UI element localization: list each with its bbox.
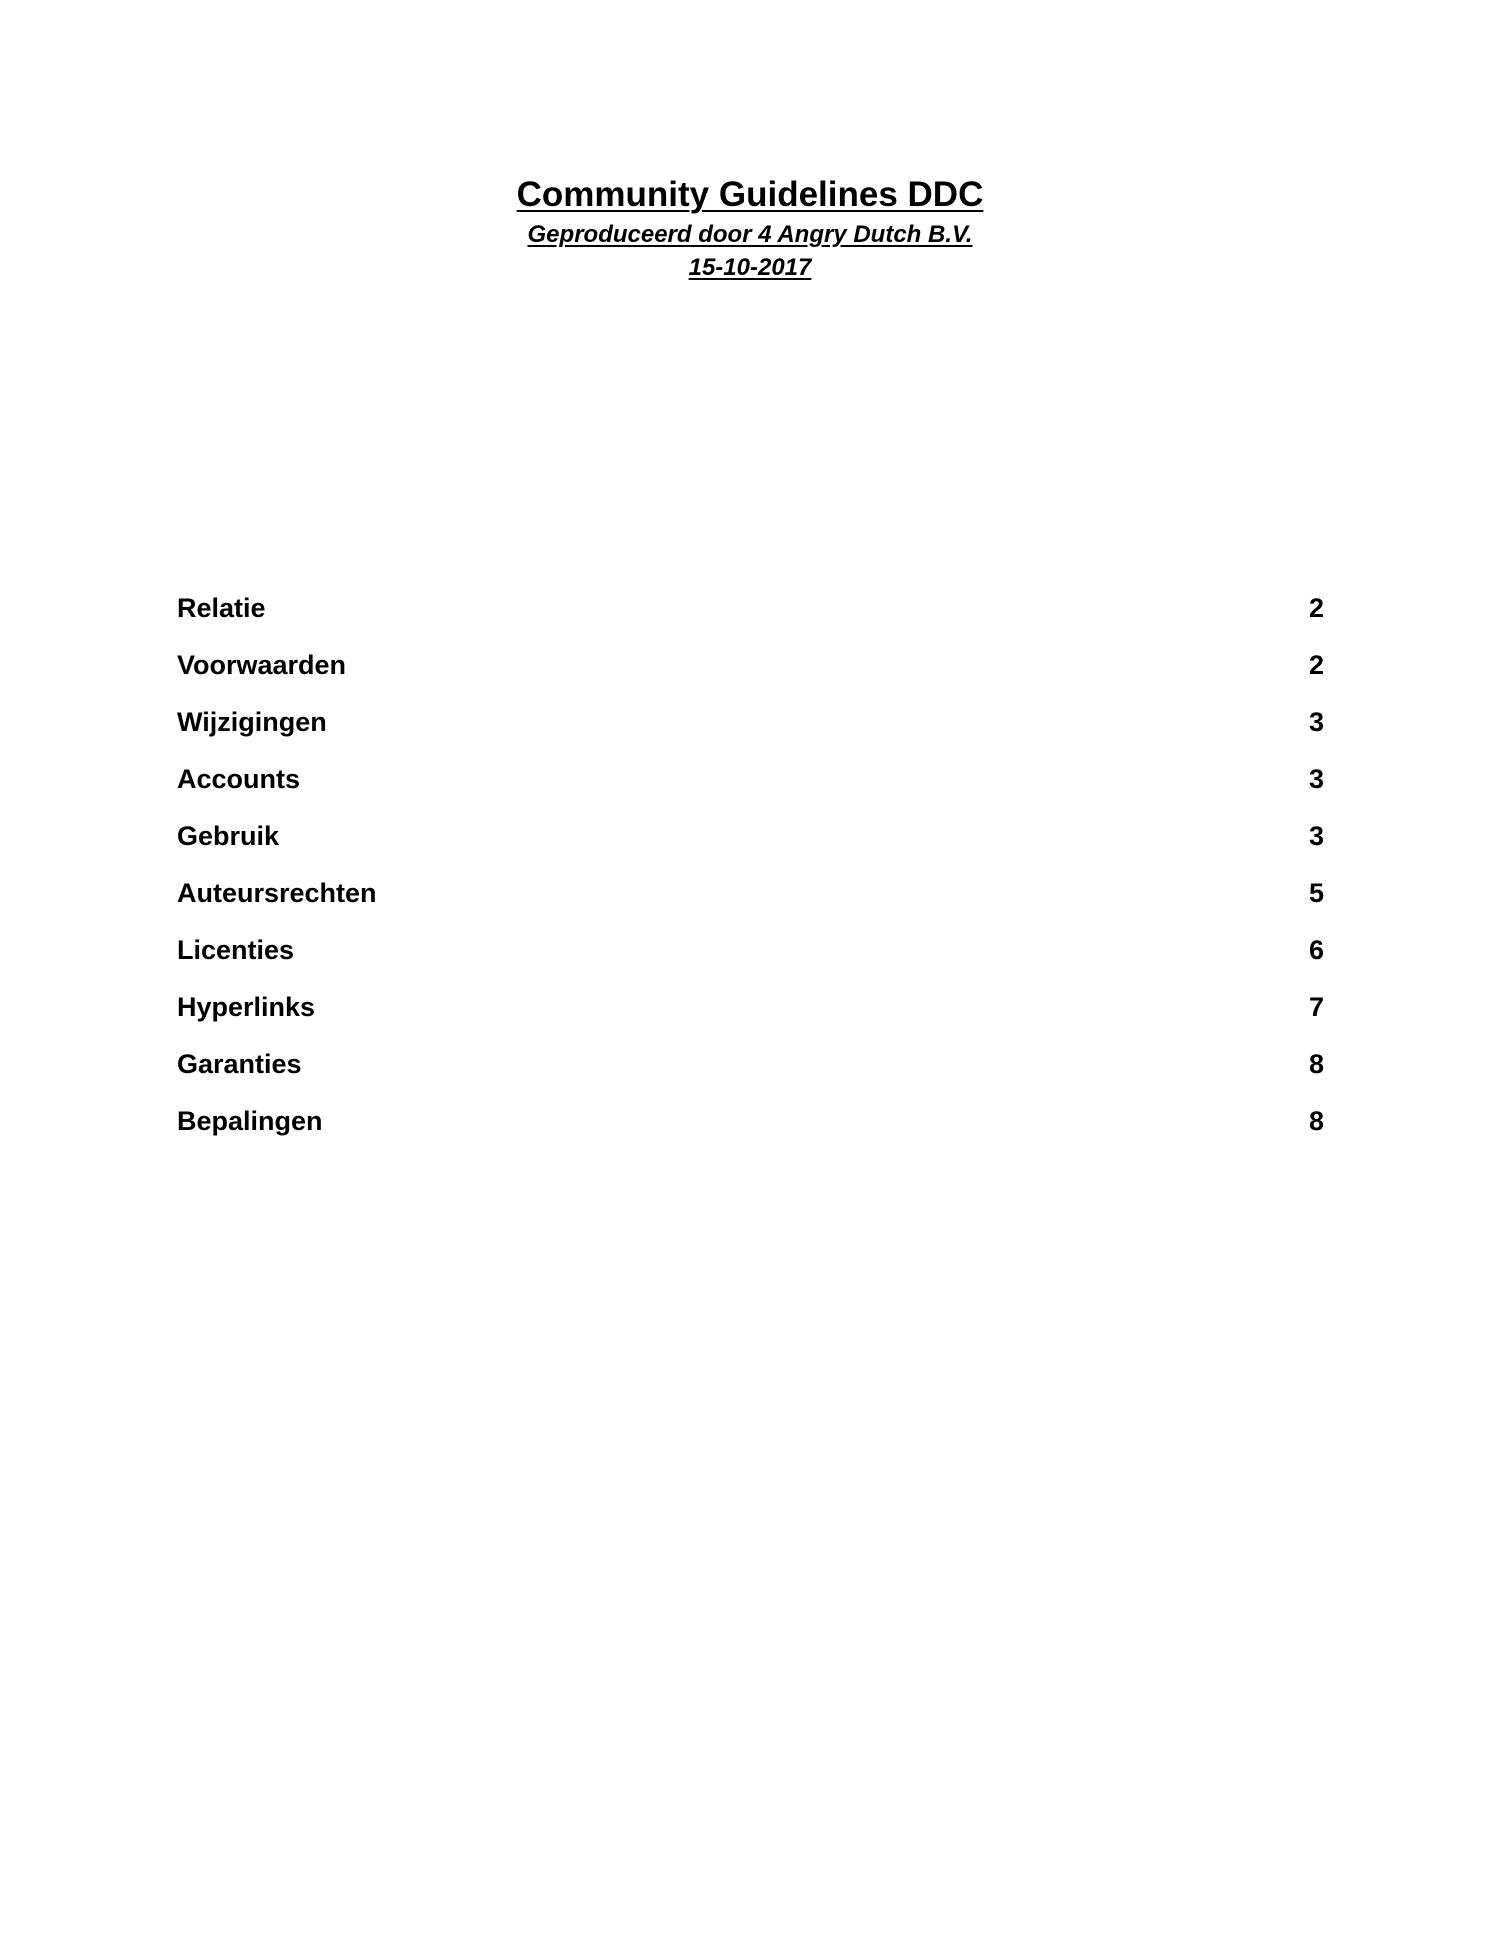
toc-entry-page: 8 — [1308, 1049, 1324, 1079]
toc-entry-label: Voorwaarden — [177, 650, 347, 680]
table-of-contents — [177, 590, 1324, 1160]
toc-entry-label: Relatie — [177, 593, 266, 623]
toc-entry-page: 3 — [1308, 707, 1324, 737]
document-title: Community Guidelines DDC — [516, 175, 984, 214]
toc-entry-garanties — [177, 1046, 1324, 1103]
toc-entry-label: Accounts — [177, 764, 301, 794]
toc-entry-label: Auteursrechten — [177, 878, 377, 908]
toc-entry-page: 5 — [1308, 878, 1324, 908]
toc-entry-bepalingen — [177, 1103, 1324, 1160]
toc-entry-label: Hyperlinks — [177, 992, 316, 1022]
toc-entry-page: 2 — [1308, 650, 1324, 680]
toc-entry-page: 6 — [1308, 935, 1324, 965]
toc-entry-auteursrechten — [177, 875, 1324, 932]
toc-entry-relatie — [177, 590, 1324, 647]
toc-entry-label: Wijzigingen — [177, 707, 327, 737]
toc-entry-label: Licenties — [177, 935, 295, 965]
document-subtitle: Geproduceerd door 4 Angry Dutch B.V. — [527, 221, 973, 248]
toc-entry-page: 3 — [1308, 764, 1324, 794]
toc-entry-hyperlinks — [177, 989, 1324, 1046]
toc-entry-wijzigingen — [177, 704, 1324, 761]
toc-entry-voorwaarden — [177, 647, 1324, 704]
toc-entry-accounts — [177, 761, 1324, 818]
toc-entry-page: 3 — [1308, 821, 1324, 851]
toc-entry-page: 7 — [1308, 992, 1324, 1022]
document-header — [0, 172, 1500, 284]
toc-entry-label: Garanties — [177, 1049, 302, 1079]
toc-entry-label: Bepalingen — [177, 1106, 323, 1136]
toc-entry-label: Gebruik — [177, 821, 280, 851]
toc-entry-page: 8 — [1308, 1106, 1324, 1136]
toc-entry-licenties — [177, 932, 1324, 989]
toc-entry-page: 2 — [1308, 593, 1324, 623]
document-date: 15-10-2017 — [688, 254, 812, 281]
toc-entry-gebruik — [177, 818, 1324, 875]
